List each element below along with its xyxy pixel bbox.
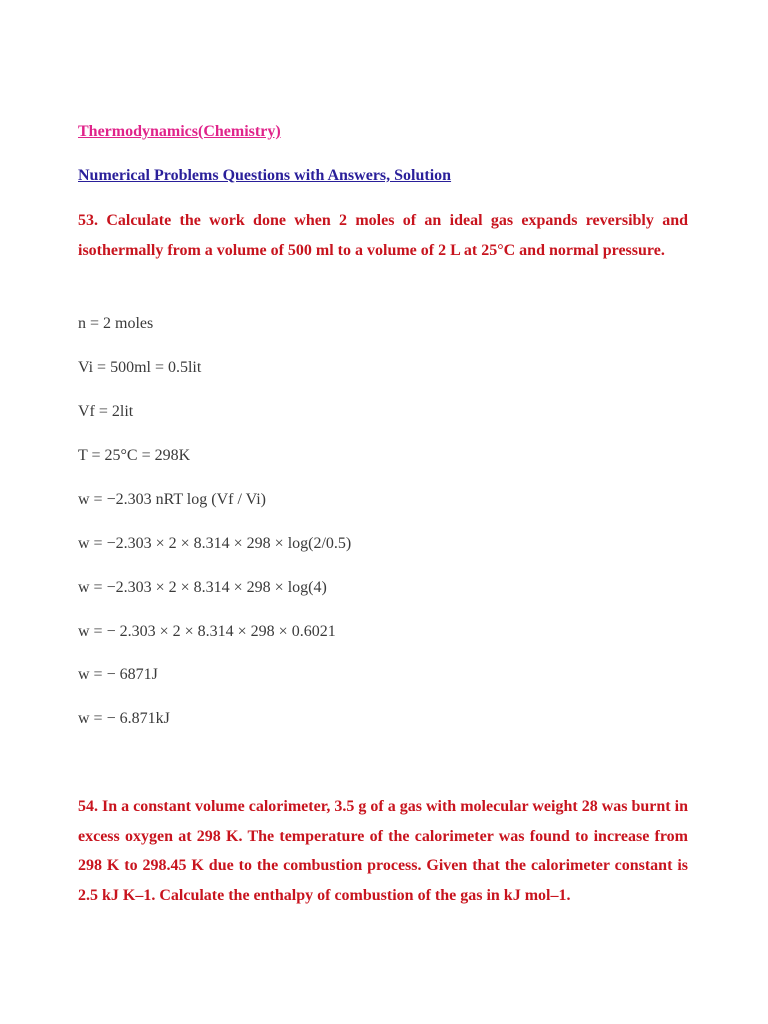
solution-step: w = −2.303 × 2 × 8.314 × 298 × log(2/0.5): [78, 535, 352, 552]
solution-step: w = − 2.303 × 2 × 8.314 × 298 × 0.6021: [78, 623, 336, 640]
question-54: 54. In a constant volume calorimeter, 3.5 g of a gas with molecular weight 28 was burnt in excess oxygen at 298 K. The temperature of the calorimeter was found to increase from 298 K to 298.45 K due to the combustion process. Given that the calorimeter constant is 2.5 kJ K–1. Calculate the enthalpy of combustion of the gas in kJ mol–1.: [78, 798, 688, 904]
page-subtitle: Numerical Problems Questions with Answers, Solution: [78, 167, 452, 184]
solution-step: w = −2.303 nRT log (Vf / Vi): [78, 491, 266, 508]
question-53: 53. Calculate the work done when 2 moles of an ideal gas expands reversibly and isothermally from a volume of 500 ml to a volume of 2 L at 25°C and normal pressure.: [78, 212, 688, 259]
solution-step: Vi = 500ml = 0.5lit: [78, 359, 202, 376]
solution-step: w = − 6.871kJ: [78, 710, 170, 727]
page-title: Thermodynamics(Chemistry): [78, 123, 281, 140]
solution-step: T = 25°C = 298K: [78, 447, 191, 464]
solution-step: Vf = 2lit: [78, 403, 134, 420]
document-page: [78, 0, 688, 1024]
solution-step: w = − 6871J: [78, 666, 158, 683]
solution-step: w = −2.303 × 2 × 8.314 × 298 × log(4): [78, 579, 327, 596]
solution-step: n = 2 moles: [78, 315, 154, 332]
